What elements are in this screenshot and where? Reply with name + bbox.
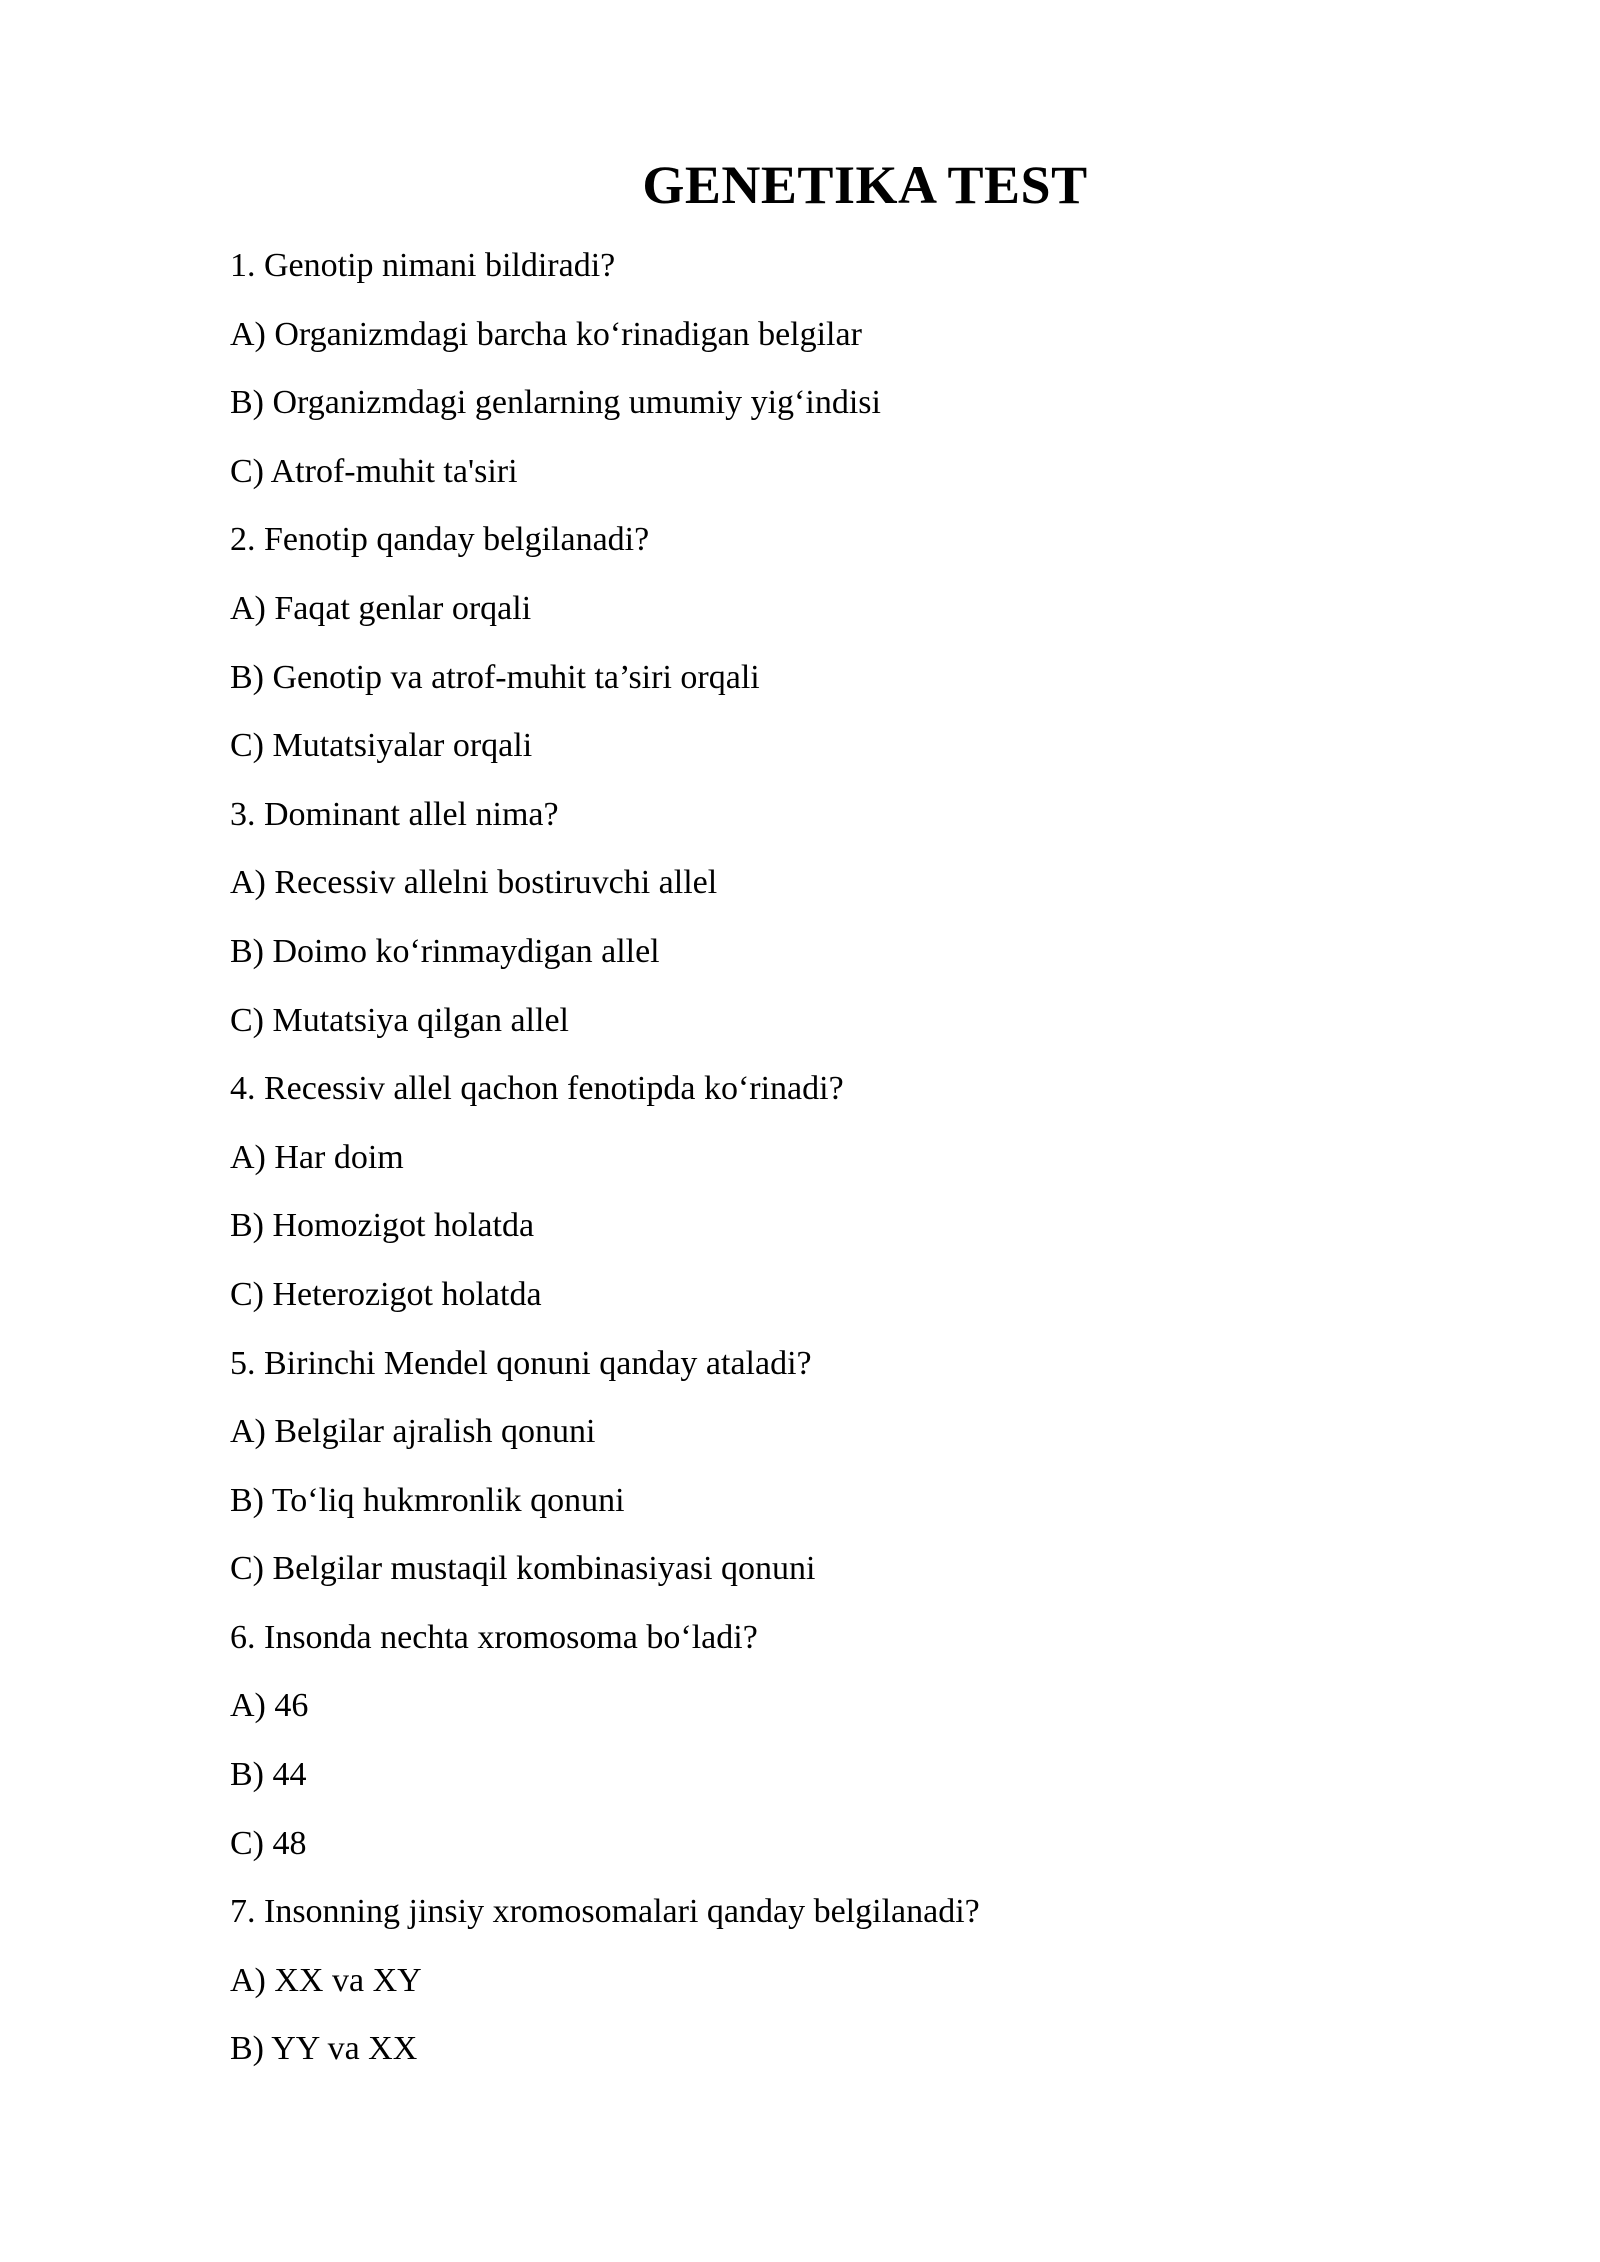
question-4-option-a: A) Har doim	[230, 1138, 404, 1176]
question-1-option-c: C) Atrof-muhit ta'siri	[230, 452, 518, 490]
question-5-option-b: B) To‘liq hukmronlik qonuni	[230, 1481, 625, 1519]
question-6-option-c: C) 48	[230, 1824, 307, 1862]
question-2-option-b: B) Genotip va atrof-muhit ta’siri orqali	[230, 658, 760, 696]
question-1: 1. Genotip nimani bildiradi?	[230, 247, 616, 284]
question-2-option-c: C) Mutatsiyalar orqali	[230, 727, 533, 765]
question-5-option-a: A) Belgilar ajralish qonuni	[230, 1413, 596, 1451]
question-2-option-a: A) Faqat genlar orqali	[230, 589, 532, 627]
question-7-option-b: B) YY va XX	[230, 2030, 418, 2068]
question-7: 7. Insonning jinsiy xromosomalari qanday belgilanadi?	[230, 1893, 980, 1931]
question-1-option-a: A) Organizmdagi barcha ko‘rinadigan belgilar	[230, 315, 862, 353]
question-7-option-a: A) XX va XY	[230, 1961, 422, 1999]
question-list	[230, 238, 1430, 2090]
question-3-option-c: C) Mutatsiya qilgan allel	[230, 1001, 569, 1039]
question-5: 5. Birinchi Mendel qonuni qanday ataladi?	[230, 1344, 812, 1382]
question-5-option-c: C) Belgilar mustaqil kombinasiyasi qonuni	[230, 1550, 816, 1588]
document-title: GENETIKA TEST	[642, 155, 1088, 215]
question-6-option-b: B) 44	[230, 1756, 307, 1794]
question-6-option-a: A) 46	[230, 1687, 309, 1725]
question-4-option-b: B) Homozigot holatda	[230, 1207, 535, 1245]
question-6: 6. Insonda nechta xromosoma bo‘ladi?	[230, 1618, 758, 1656]
question-1-option-b: B) Organizmdagi genlarning umumiy yig‘indisi	[230, 384, 881, 422]
question-3-option-a: A) Recessiv allelni bostiruvchi allel	[230, 864, 718, 902]
question-4: 4. Recessiv allel qachon fenotipda ko‘rinadi?	[230, 1070, 844, 1108]
question-3: 3. Dominant allel nima?	[230, 795, 559, 833]
question-2: 2. Fenotip qanday belgilanadi?	[230, 521, 650, 559]
question-4-option-c: C) Heterozigot holatda	[230, 1275, 542, 1313]
question-3-option-b: B) Doimo ko‘rinmaydigan allel	[230, 932, 660, 970]
